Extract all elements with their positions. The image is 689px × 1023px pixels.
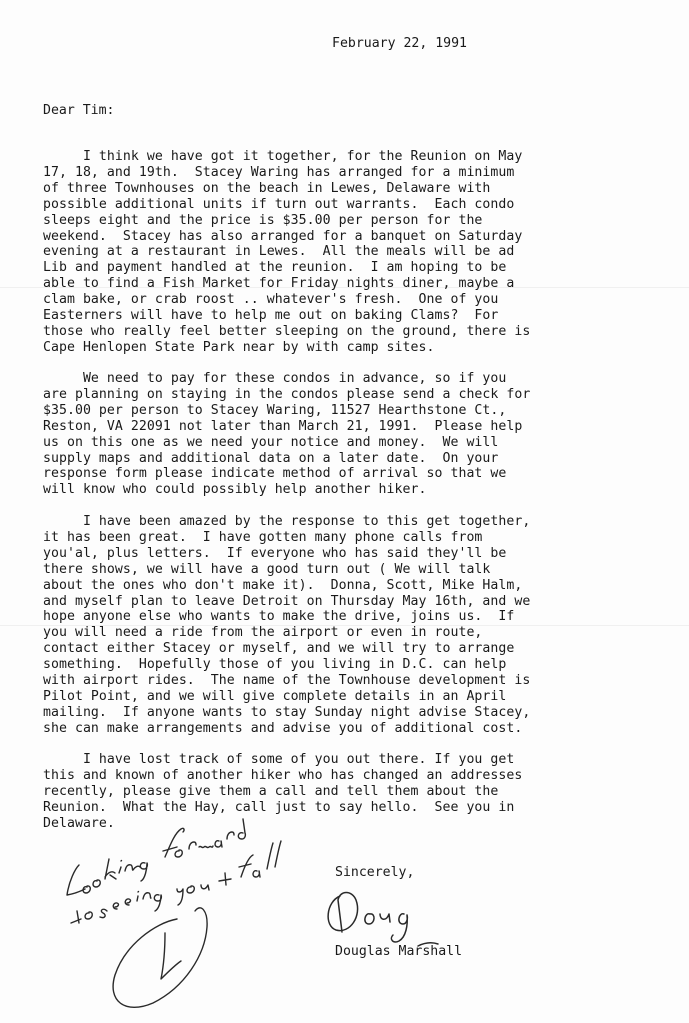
- text-line: contact either Stacey or myself, and we will try to arrange: [43, 641, 515, 657]
- closing: Sincerely,: [335, 865, 415, 880]
- text-line: response form please indicate method of arrival so that we: [43, 466, 507, 482]
- text-line: mailing. If anyone wants to stay Sunday night advise Stacey,: [43, 704, 531, 720]
- text-line: of three Townhouses on the beach in Lewes, Delaware with: [43, 180, 491, 196]
- text-line: supply maps and additional data on a later date. On your: [43, 450, 499, 466]
- text-line: Reunion. What the Hay, call just to say hello. See you in: [43, 799, 515, 815]
- text-line: possible additional units if turn out warrants. Each condo: [43, 196, 515, 212]
- text-line: us on this one as we need your notice and money. We will: [43, 434, 499, 450]
- text-line: there shows, we will have a good turn out ( We will talk: [43, 561, 491, 577]
- text-line: it has been great. I have gotten many phone calls from: [43, 529, 483, 545]
- text-line: this and known of another hiker who has changed an addresses: [43, 767, 523, 783]
- text-line: she can make arrangements and advise you of additional cost.: [43, 720, 523, 736]
- text-line: Easterners will have to help me out on baking Clams? For: [43, 308, 499, 324]
- text-line: those who really feel better sleeping on the ground, there is: [43, 323, 531, 339]
- text-line: We need to pay for these condos in advance, so if you: [43, 371, 507, 386]
- text-line: and myself plan to leave Detroit on Thursday May 16th, and we: [43, 593, 531, 609]
- signer-name: Douglas Marshall: [335, 944, 463, 959]
- handwritten-note: [55, 815, 315, 1020]
- text-line: Reston, VA 22091 not later than March 21, 1991. Please help: [43, 418, 523, 434]
- text-line: 17, 18, and 19th. Stacey Waring has arranged for a minimum: [43, 164, 515, 180]
- letter-date: February 22, 1991: [332, 36, 467, 51]
- text-line: hope anyone else who wants to make the drive, joins us. If: [43, 609, 515, 625]
- text-line: $35.00 per person to Stacey Waring, 11527 Hearthstone Ct.,: [43, 402, 507, 418]
- text-line: something. Hopefully those of you living in D.C. can help: [43, 657, 507, 673]
- text-line: I think we have got it together, for the Reunion on May: [43, 149, 523, 164]
- text-line: sleeps eight and the price is $35.00 per person for the: [43, 212, 483, 228]
- text-line: you'al, plus letters. If everyone who has said they'll be: [43, 545, 507, 561]
- text-line: will know who could possibly help another hiker.: [43, 482, 427, 498]
- paragraph-payment: [43, 371, 683, 498]
- paragraph-reunion-plans: [43, 149, 683, 356]
- text-line: recently, please give them a call and tell them about the: [43, 783, 499, 799]
- text-line: able to find a Fish Market for Friday nights diner, maybe a: [43, 276, 515, 292]
- text-line: about the ones who don't make it). Donna, Scott, Mike Halm,: [43, 577, 523, 593]
- text-line: clam bake, or crab roost .. whatever's fresh. One of you: [43, 292, 499, 308]
- text-line: are planning on staying in the condos please send a check for: [43, 386, 531, 402]
- text-line: I have lost track of some of you out there. If you get: [43, 752, 515, 767]
- text-line: Lib and payment handled at the reunion. I am hoping to be: [43, 260, 507, 276]
- text-line: weekend. Stacey has also arranged for a banquet on Saturday: [43, 228, 523, 244]
- text-line: I have been amazed by the response to this get together,: [43, 514, 531, 529]
- text-line: you will need a ride from the airport or even in route,: [43, 625, 483, 641]
- text-line: Pilot Point, and we will give complete details in an April: [43, 688, 507, 704]
- text-line: Delaware.: [43, 815, 115, 831]
- salutation: Dear Tim:: [43, 103, 115, 118]
- paragraph-response: [43, 514, 683, 737]
- text-line: Cape Henlopen State Park near by with camp sites.: [43, 339, 435, 355]
- text-line: with airport rides. The name of the Townhouse development is: [43, 673, 531, 689]
- text-line: evening at a restaurant in Lewes. All the meals will be ad: [43, 244, 515, 260]
